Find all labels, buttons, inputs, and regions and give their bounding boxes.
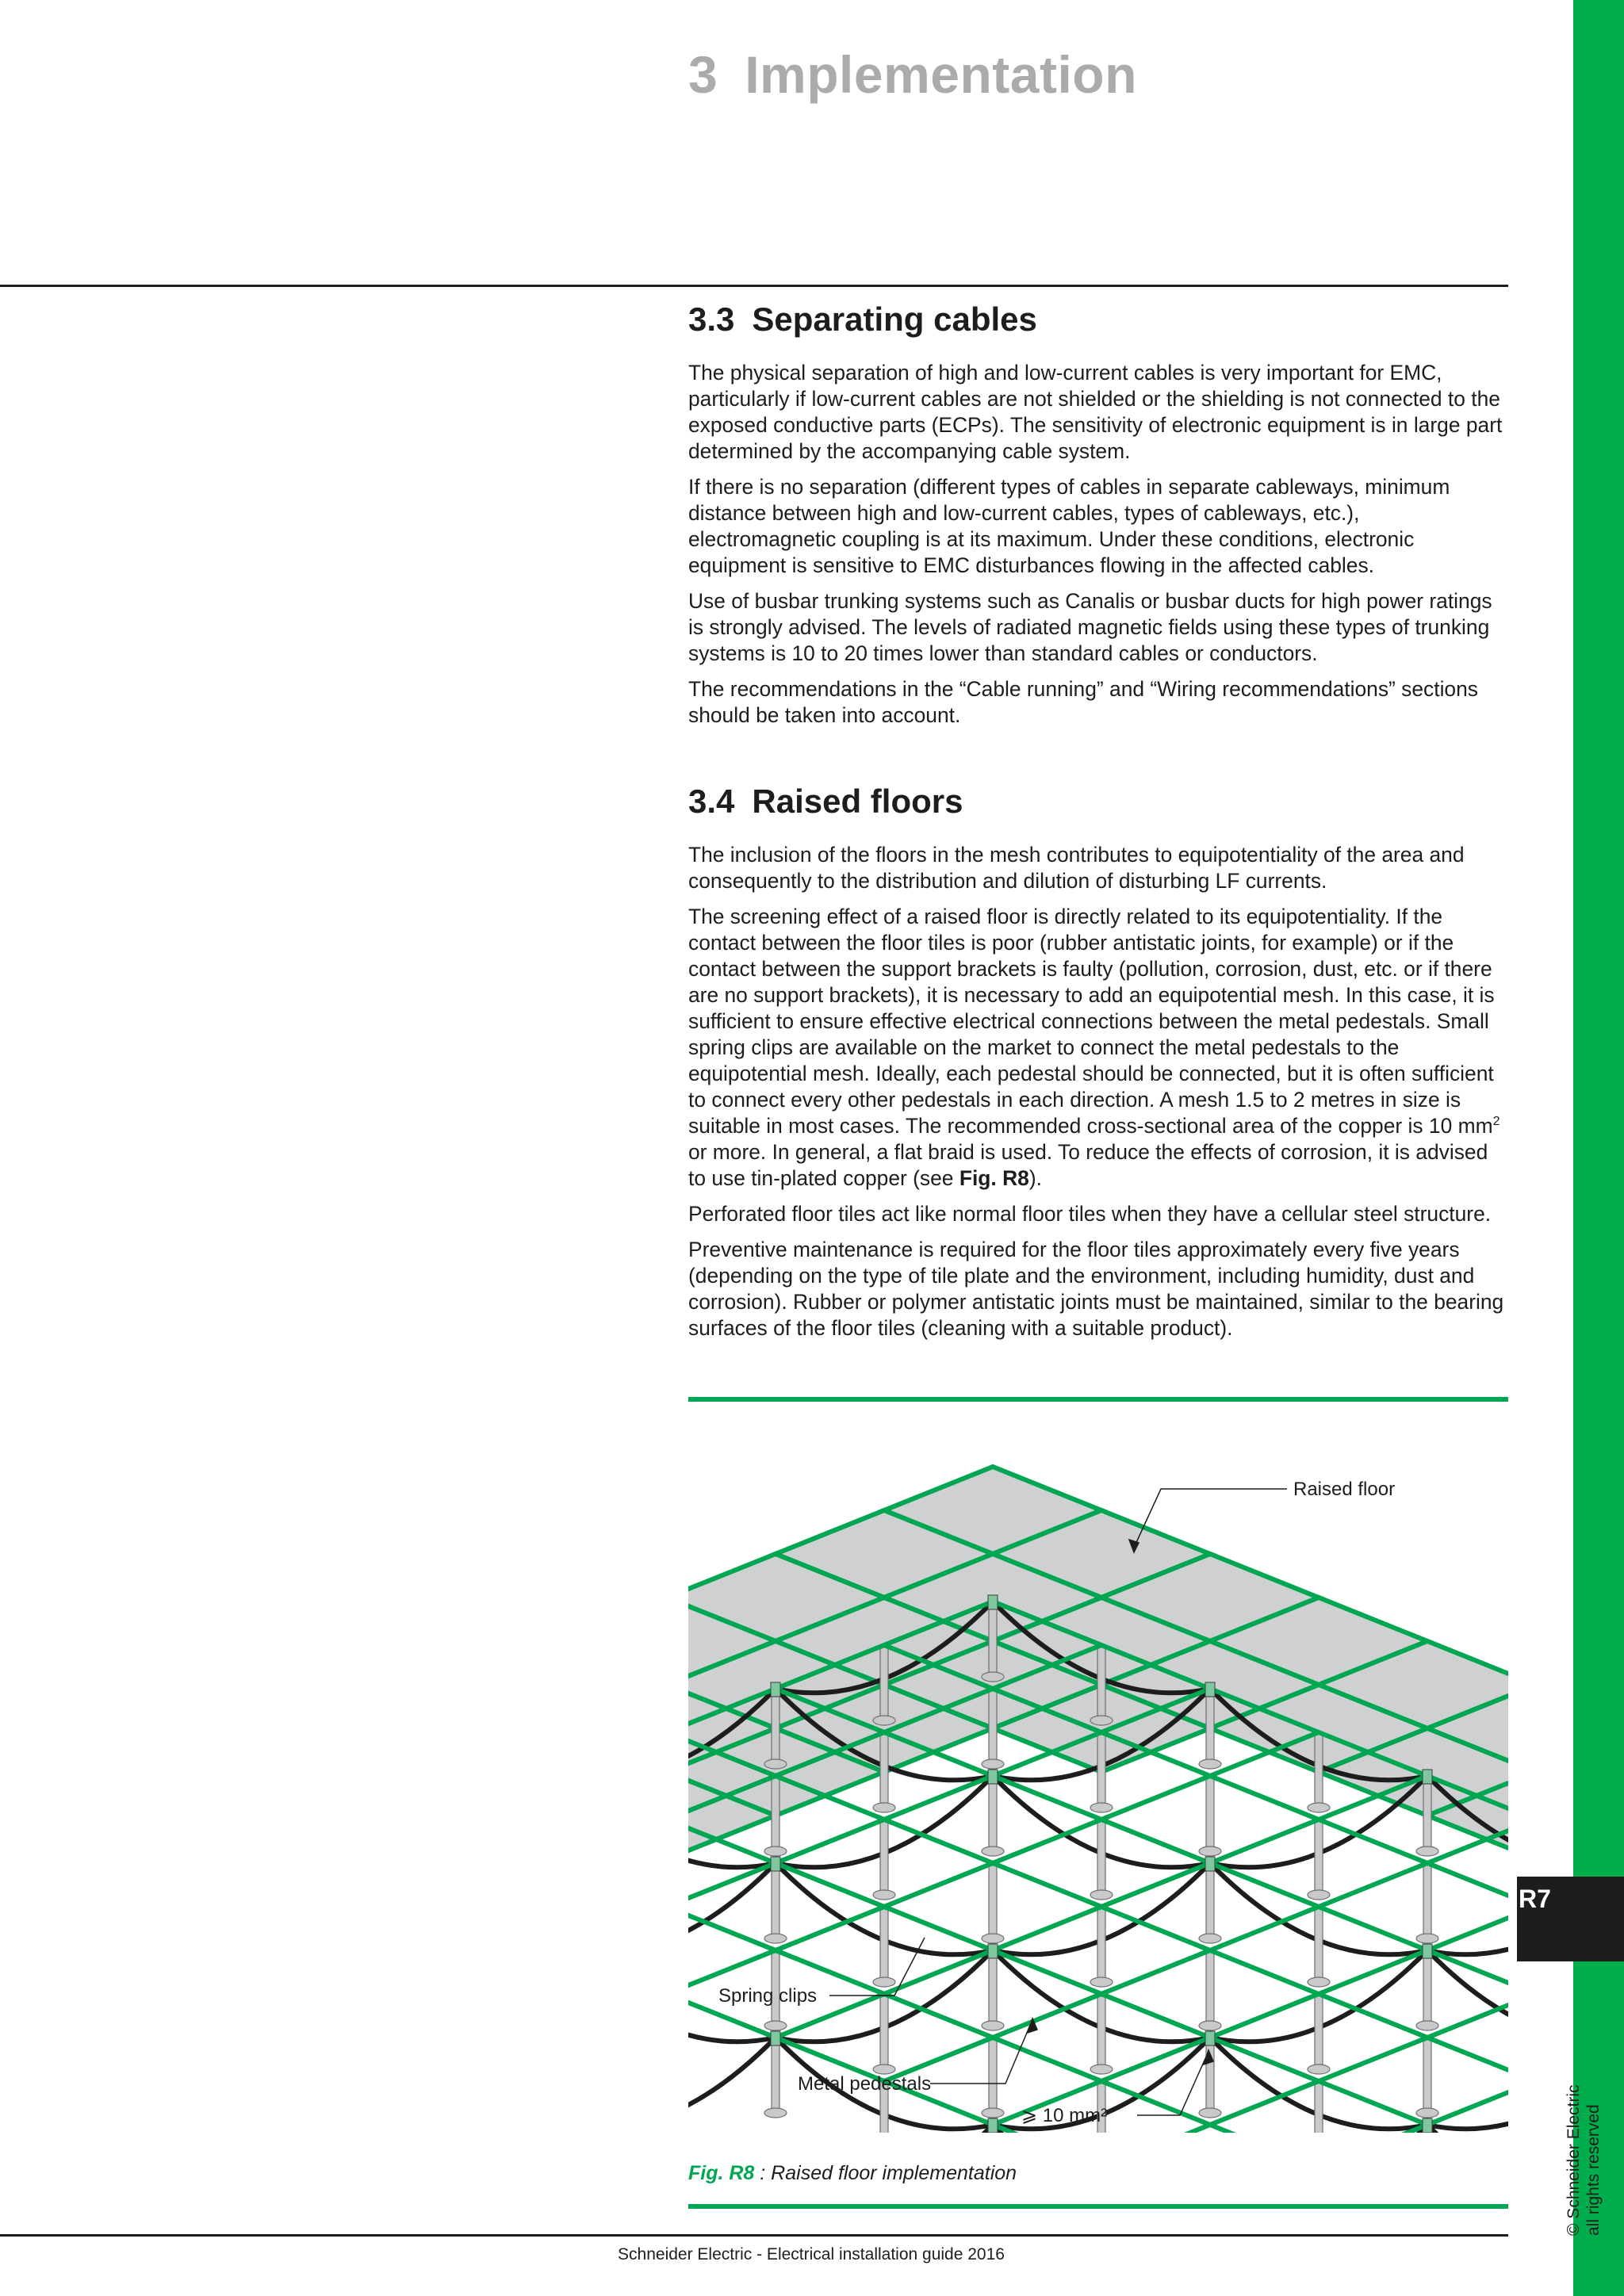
chapter-title: [688, 44, 1137, 105]
metal-pedestal: [772, 2038, 779, 2113]
figure-bottom-rule: [688, 2204, 1508, 2209]
pedestal-base: [1090, 1803, 1113, 1812]
spring-clip: [771, 1682, 780, 1697]
pedestal-base: [1199, 1934, 1221, 1943]
metal-pedestal: [1206, 1776, 1214, 1851]
raised-floor-diagram: [688, 1411, 1508, 2133]
figure-top-rule: [688, 1397, 1508, 1402]
section-title: Separating cables: [752, 300, 1037, 338]
header-rule: [0, 285, 1508, 287]
pedestal-base: [1416, 2108, 1438, 2118]
metal-pedestal: [1206, 2038, 1214, 2113]
pedestal-base: [764, 1846, 787, 1856]
pedestal-base: [764, 2021, 787, 2030]
spring-clip: [1423, 1770, 1432, 1784]
metal-pedestal: [1315, 1820, 1323, 1895]
metal-pedestal: [1315, 1994, 1323, 2069]
pedestal-base: [1308, 2064, 1330, 2074]
section-number: 3.3: [688, 300, 735, 338]
superscript: 2: [1492, 1115, 1500, 1129]
chapter-name: Implementation: [745, 45, 1137, 104]
pedestal-base: [1090, 1890, 1113, 1900]
paragraph-text: ).: [1028, 1166, 1042, 1191]
metal-pedestal: [772, 1689, 779, 1764]
conductor-size-label: ⩾ 10 mm²: [1021, 2105, 1108, 2126]
spring-clips-label: Spring clips: [718, 1985, 818, 2007]
pedestal-base: [873, 1977, 895, 1987]
metal-pedestal: [1097, 1994, 1105, 2069]
paragraph: Perforated floor tiles act like normal floor tiles when they have a cellular steel structure.: [688, 1202, 1492, 1226]
paragraph-text: The screening effect of a raised floor is directly related to its equipotentiality. If the contact between the floor tiles is poor (rubber antistatic joints, for example) or if the contact between the support brackets is faulty (pollution, corrosion, dust, etc. or if there are no support brackets), it is necessary to add an equipotential mesh. In this case, it is sufficient to ensure effective electrical connections between the metal pedestals. Small spring clips are available on the market to connect the metal pedestals to the equipotential mesh. Ideally, each pedestal should be connected, but it is often sufficient to connect every other pedestals in each direction. A mesh 1.5 to 2 metres in size is suitable in most cases. The recommended cross-sectional area of the copper is 10 mm: [688, 905, 1495, 1138]
section-raised-floors: [688, 782, 1508, 1351]
spring-clip: [1423, 2118, 1432, 2133]
flat-braid: [688, 1863, 776, 1954]
paragraph: The inclusion of the floors in the mesh contributes to equipotentiality of the area and consequently to the distribution and dilution of disturbing LF currents.: [688, 843, 1465, 894]
footer-rule: [0, 2234, 1508, 2237]
pedestal-base: [1199, 1846, 1221, 1856]
pedestal-base: [982, 2108, 1004, 2118]
paragraph: The physical separation of high and low-current cables is very important for EMC, particularly if low-current cables are not shielded or the shielding is not connected to the exposed conductive parts (ECPs). The sensitivity of electronic equipment is in large part determined by the accompanying cable system.: [688, 361, 1503, 464]
pedestal-base: [1199, 2108, 1221, 2118]
pedestal-base: [1416, 1934, 1438, 1943]
pedestal-base: [764, 1934, 787, 1943]
spring-clip: [771, 2031, 780, 2045]
metal-pedestal: [1423, 1863, 1431, 1938]
pedestal-base: [1308, 1890, 1330, 1900]
metal-pedestal: [1206, 1689, 1214, 1764]
metal-pedestal: [772, 1863, 779, 1938]
metal-pedestal: [989, 1601, 997, 1677]
metal-pedestal: [1206, 1950, 1214, 2026]
chapter-number: 3: [688, 45, 718, 104]
metal-pedestal: [880, 1994, 888, 2069]
metal-pedestal: [1097, 1820, 1105, 1895]
metal-pedestal: [1097, 1645, 1105, 1720]
paragraph: Use of busbar trunking systems such as Canalis or busbar ducts for high power ratings is strongly advised. The levels of radiated magnetic fields using these types of trunking systems is 10 to 20 times lower than standard cables or conductors.: [688, 589, 1492, 666]
metal-pedestal: [989, 1689, 997, 1764]
section-heading: [688, 300, 1508, 339]
pedestal-base: [982, 1672, 1004, 1682]
spring-clip: [988, 1595, 998, 1609]
metal-pedestal: [989, 1863, 997, 1938]
figure-reference: Fig. R8: [959, 1166, 1029, 1191]
flat-braid: [688, 2038, 776, 2129]
spring-clip: [988, 2118, 998, 2133]
paragraph: The recommendations in the “Cable running” and “Wiring recommendations” sections should be taken into account.: [688, 677, 1478, 728]
metal-pedestal: [1315, 1732, 1323, 1808]
pedestal-base: [764, 1759, 787, 1769]
pedestal-base: [764, 2108, 787, 2118]
pedestal-base: [1416, 1846, 1438, 1856]
metal-pedestal: [880, 1820, 888, 1895]
section-number: 3.4: [688, 783, 735, 820]
metal-pedestal: [880, 1645, 888, 1720]
pedestal-base: [873, 1803, 895, 1812]
spring-clip: [1205, 1682, 1215, 1697]
paragraph-text: or more. In general, a flat braid is used. To reduce the effects of corrosion, it is advised to use tin-plated copper (see: [688, 1140, 1488, 1191]
metal-pedestal: [1097, 1907, 1105, 1982]
figure-caption-text: : Raised floor implementation: [754, 2162, 1017, 2184]
metal-pedestal: [989, 1950, 997, 2026]
figure-caption: [688, 2162, 1017, 2185]
pedestal-base: [1199, 2021, 1221, 2030]
pedestal-base: [873, 1890, 895, 1900]
page-number: R7: [1519, 1885, 1551, 1913]
metal-pedestal: [1315, 1907, 1323, 1982]
metal-pedestal: [772, 1776, 779, 1851]
pedestal-base: [1308, 1977, 1330, 1987]
metal-pedestal: [880, 1907, 888, 1982]
metal-pedestal: [1206, 1863, 1214, 1938]
metal-pedestals-label: Metal pedestals: [798, 2073, 932, 2095]
pedestal-base: [1090, 2064, 1113, 2074]
pedestal-base: [1199, 1759, 1221, 1769]
pedestal-base: [1308, 1803, 1330, 1812]
raised-floor-label: Raised floor: [1293, 1479, 1396, 1500]
pedestal-base: [873, 1716, 895, 1725]
footer: [0, 2245, 1624, 2264]
metal-pedestal: [1097, 1732, 1105, 1808]
copyright-line: all rights reserved: [1584, 2104, 1603, 2236]
pedestal-base: [1090, 1716, 1113, 1725]
spring-clip: [1205, 1857, 1215, 1871]
metal-pedestal: [989, 2038, 997, 2113]
pedestal-base: [982, 1759, 1004, 1769]
metal-pedestal: [1423, 1776, 1431, 1851]
metal-pedestal: [1423, 2038, 1431, 2113]
figure-label: Fig. R8: [688, 2162, 755, 2184]
spring-clip: [1423, 1944, 1432, 1958]
section-title: Raised floors: [752, 783, 963, 820]
metal-pedestal: [880, 1732, 888, 1808]
spring-clip: [988, 1944, 998, 1958]
spring-clip: [1205, 2031, 1215, 2045]
pedestal-base: [982, 2021, 1004, 2030]
footer-text: Schneider Electric - Electrical installation guide 2016: [618, 2245, 1005, 2263]
pedestal-base: [982, 1934, 1004, 1943]
section-separating-cables: [688, 300, 1508, 738]
spring-clip: [771, 1857, 780, 1871]
metal-pedestal: [1423, 1950, 1431, 2026]
paragraph: [688, 904, 1508, 1192]
pedestal-base: [1090, 1977, 1113, 1987]
page-tab: [1517, 1877, 1624, 1961]
paragraph: Preventive maintenance is required for the floor tiles approximately every five years (depending on the type of tile plate and the environment, including humidity, dust and corrosion). Rubber or polymer antistatic joints must be maintained, similar to the bearing surfaces of the floor tiles (cleaning with a suitable product).: [688, 1238, 1504, 1341]
pedestal-base: [1416, 2021, 1438, 2030]
metal-pedestal: [989, 1776, 997, 1851]
pedestal-base: [982, 1846, 1004, 1856]
metal-pedestal: [1315, 2081, 1323, 2133]
spring-clip: [988, 1770, 998, 1784]
paragraph: If there is no separation (different types of cables in separate cableways, minimum distance between high and low-current cables, types of cableways, etc.), electromagnetic coupling is at its maximum. Under these conditions, electronic equipment is sensitive to EMC disturbances flowing in the affected cables.: [688, 475, 1450, 578]
section-heading: [688, 782, 1508, 821]
copyright-notice: [1564, 2077, 1603, 2236]
copyright-line: © Schneider Electric: [1565, 2084, 1583, 2236]
